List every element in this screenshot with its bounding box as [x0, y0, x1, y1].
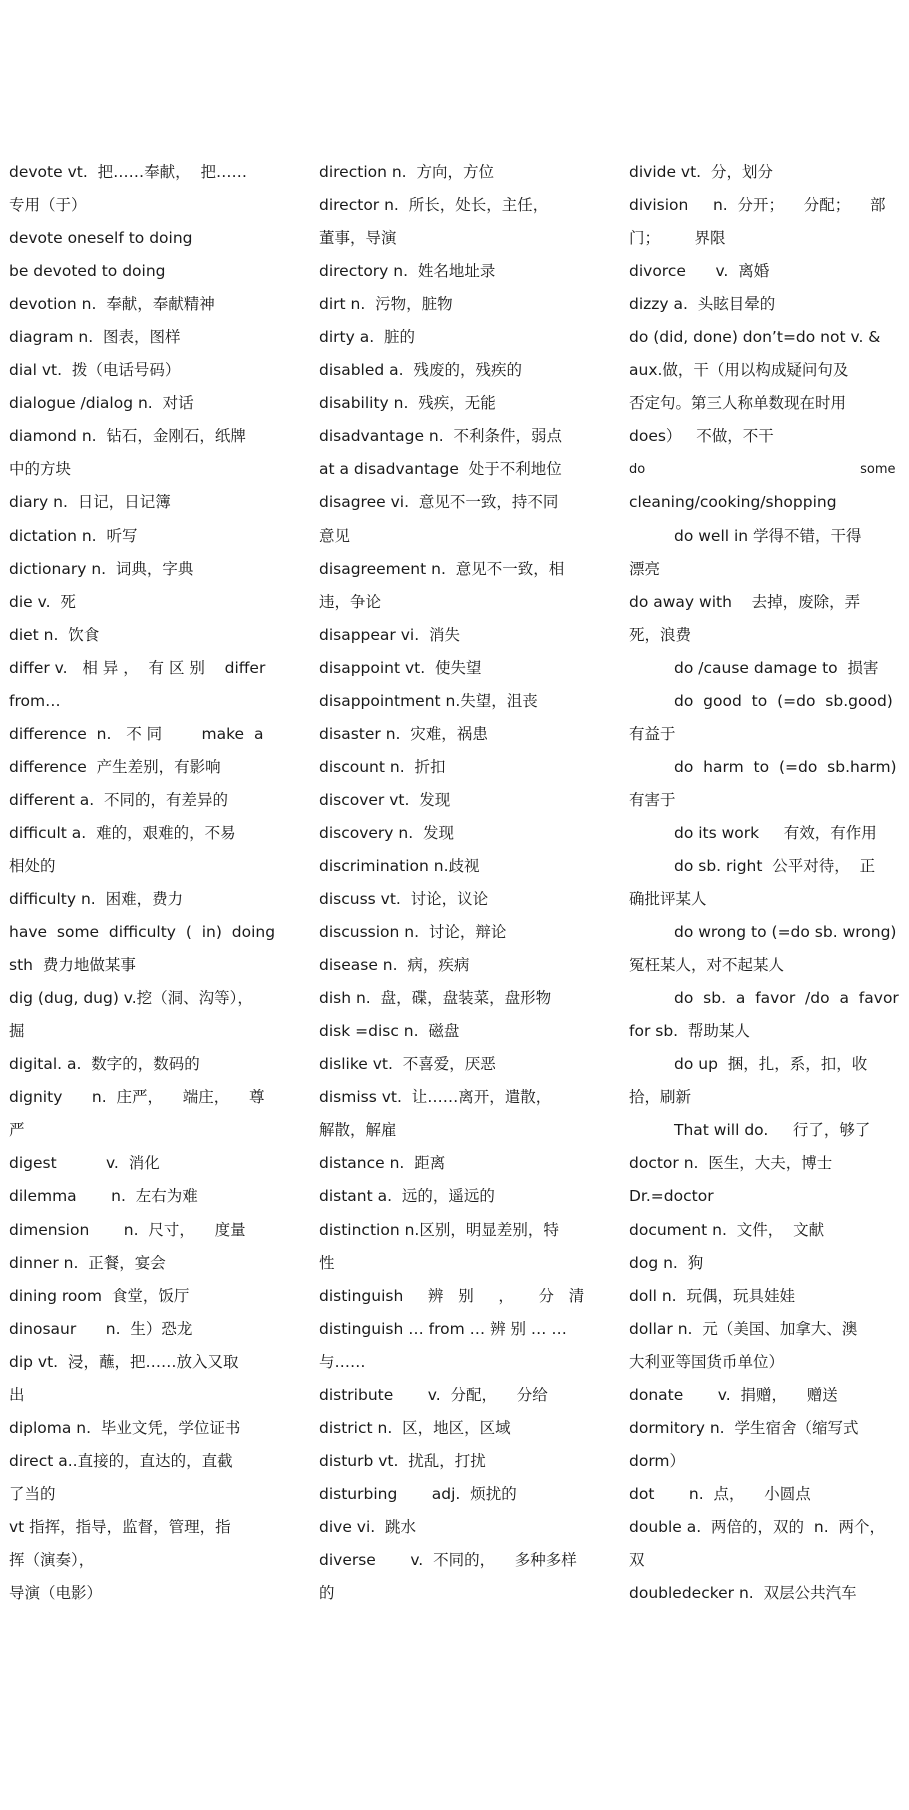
vocab-line: 专用（于） — [9, 196, 87, 215]
vocab-line: dining room 食堂，饭厅 — [9, 1286, 190, 1305]
vocab-line: 相处的 — [9, 856, 56, 875]
vocab-line: 门； 界限 — [629, 229, 726, 248]
vocab-line: doctor n. 医生，大夫，博士 — [629, 1154, 833, 1173]
vocab-line: 死，浪费 — [629, 625, 692, 644]
vocab-line: for sb. 帮助某人 — [629, 1022, 750, 1041]
vocab-line: do harm to (=do sb.harm) — [674, 757, 897, 776]
vocab-line: document n. 文件， 文献 — [629, 1220, 825, 1239]
vocab-line: diet n. 饮食 — [9, 625, 100, 644]
vocab-line: dictionary n. 词典，字典 — [9, 559, 194, 578]
vocab-line: disagreement n. 意见不一致，相 — [319, 559, 565, 578]
vocab-line: do good to (=do sb.good) — [674, 691, 893, 710]
vocab-line: differ v. 相 异 ， 有 区 别 differ — [9, 658, 266, 677]
vocab-line: do /cause damage to 损害 — [674, 658, 879, 677]
vocab-line: 的 — [319, 1584, 335, 1603]
vocab-line: 冤枉某人，对不起某人 — [629, 956, 785, 975]
vocab-line: double a. 两倍的，双的 n. 两个， — [629, 1517, 885, 1536]
vocab-line: disease n. 病，疾病 — [319, 956, 470, 975]
vocab-line: discuss vt. 讨论，议论 — [319, 890, 489, 909]
vocab-line: at a disadvantage 处于不利地位 — [319, 460, 562, 479]
vocab-line: do well in 学得不错，干得 — [674, 526, 862, 545]
vocab-line: disappear vi. 消失 — [319, 625, 460, 644]
vocab-line: 导演（电影） — [9, 1584, 103, 1603]
vocab-line: do some — [629, 462, 896, 478]
vocab-line: discovery n. 发现 — [319, 823, 455, 842]
vocab-line: division n. 分开； 分配； 部 — [629, 196, 886, 215]
vocab-line: disturb vt. 扰乱，打扰 — [319, 1451, 486, 1470]
vocab-line: donate v. 捐赠， 赠送 — [629, 1385, 838, 1404]
vocab-line: dialogue /dialog n. 对话 — [9, 394, 194, 413]
vocab-line: diamond n. 钻石，金刚石，纸牌 — [9, 427, 246, 446]
vocab-line: 与…… — [319, 1352, 366, 1371]
vocab-line: distance n. 距离 — [319, 1154, 446, 1173]
vocab-line: distant a. 远的，遥远的 — [319, 1187, 495, 1206]
vocab-line: dictation n. 听写 — [9, 526, 138, 545]
vocab-line: dive vi. 跳水 — [319, 1517, 417, 1536]
vocab-line: 有害于 — [629, 790, 676, 809]
vocab-line: digest v. 消化 — [9, 1154, 160, 1173]
vocab-line: dollar n. 元（美国、加拿大、澳 — [629, 1319, 858, 1338]
vocab-line: disagree vi. 意见不一致，持不同 — [319, 493, 559, 512]
vocab-line: disadvantage n. 不利条件，弱点 — [319, 427, 563, 446]
vocab-line: 中的方块 — [9, 460, 72, 479]
vocab-line: dig (dug, dug) v.挖（洞、沟等）， — [9, 989, 253, 1008]
vocab-line: 意见 — [319, 526, 351, 545]
vocab-line: disappointment n.失望，沮丧 — [319, 691, 538, 710]
vocab-line: doubledecker n. 双层公共汽车 — [629, 1584, 857, 1603]
vocab-line: difference 产生差别，有影响 — [9, 757, 221, 776]
vocab-line: dizzy a. 头眩目晕的 — [629, 295, 776, 314]
vocab-line: have some difficulty ( in) doing — [9, 923, 276, 942]
vocab-line: diverse v. 不同的， 多种多样 — [319, 1550, 577, 1569]
vocab-line: disappoint vt. 使失望 — [319, 658, 482, 677]
vocab-line: dip vt. 浸，蘸，把……放入又取 — [9, 1352, 239, 1371]
vocab-line: distinguish … from … 辨 别 … … — [319, 1319, 567, 1338]
vocab-line: That will do. 行了，够了 — [674, 1121, 871, 1140]
vocab-line: 严 — [9, 1121, 25, 1140]
vocab-line: cleaning/cooking/shopping — [629, 493, 837, 512]
vocab-line: be devoted to doing — [9, 262, 166, 281]
vocab-line: discover vt. 发现 — [319, 790, 451, 809]
vocab-line: 违，争论 — [319, 592, 382, 611]
vocab-line: dinosaur n. 生）恐龙 — [9, 1319, 193, 1338]
vocab-line: dislike vt. 不喜爱，厌恶 — [319, 1055, 496, 1074]
vocab-line: discrimination n.歧视 — [319, 856, 480, 875]
vocab-line: different a. 不同的，有差异的 — [9, 790, 229, 809]
vocab-line: disability n. 残疾，无能 — [319, 394, 496, 413]
vocab-line: dinner n. 正餐，宴会 — [9, 1253, 166, 1272]
vocab-line: do (did, done) don’t=do not v. & — [629, 328, 881, 347]
vocab-line: 漂亮 — [629, 559, 661, 578]
vocab-line: die v. 死 — [9, 592, 76, 611]
vocab-line: do up 捆，扎，系，扣，收 — [674, 1055, 868, 1074]
vocab-line: discount n. 折扣 — [319, 757, 446, 776]
vocab-line: dish n. 盘，碟，盘装菜，盘形物 — [319, 989, 552, 1008]
vocab-line: difficulty n. 困难，费力 — [9, 890, 184, 909]
vocab-line: 掘 — [9, 1022, 25, 1041]
vocab-line: distinction n.区别，明显差别，特 — [319, 1220, 559, 1239]
vocab-line: 性 — [319, 1253, 335, 1272]
vocab-line: dot n. 点， 小圆点 — [629, 1484, 811, 1503]
vocab-line: dismiss vt. 让……离开，遣散， — [319, 1088, 552, 1107]
vocab-line: dimension n. 尺寸， 度量 — [9, 1220, 246, 1239]
vocab-line: divorce v. 离婚 — [629, 262, 770, 281]
vocab-line: digital. a. 数字的，数码的 — [9, 1055, 200, 1074]
vocab-line: distribute v. 分配， 分给 — [319, 1385, 548, 1404]
vocabulary-column-2 — [319, 156, 587, 1610]
vocab-line: difficult a. 难的，艰难的，不易 — [9, 823, 236, 842]
vocab-line: dorm） — [629, 1451, 686, 1470]
vocab-line: dignity n. 庄严， 端庄， 尊 — [9, 1088, 265, 1107]
vocab-line: doll n. 玩偶，玩具娃娃 — [629, 1286, 795, 1305]
vocab-line: difference n. 不 同 make a — [9, 724, 264, 743]
vocab-line: devotion n. 奉献，奉献精神 — [9, 295, 215, 314]
vocab-line: do sb. right 公平对待， 正 — [674, 856, 876, 875]
vocab-line: devote vt. 把……奉献， 把…… — [9, 163, 247, 181]
vocab-line: direction n. 方向，方位 — [319, 163, 494, 181]
vocab-line: disk =disc n. 磁盘 — [319, 1022, 460, 1041]
vocab-line: dirt n. 污物，脏物 — [319, 295, 453, 314]
vocab-line: devote oneself to doing — [9, 229, 193, 248]
vocabulary-column-1 — [9, 156, 277, 1610]
vocab-line: disabled a. 残废的，残疾的 — [319, 361, 522, 380]
vocab-line: dilemma n. 左右为难 — [9, 1187, 198, 1206]
vocab-line: disaster n. 灾难，祸患 — [319, 724, 488, 743]
vocab-line: do its work 有效，有作用 — [674, 823, 877, 842]
vocab-line: 拾，刷新 — [629, 1088, 692, 1107]
vocab-line: 大利亚等国货币单位） — [629, 1352, 785, 1371]
vocab-line: do away with 去掉，废除，弄 — [629, 592, 861, 611]
vocab-line: disturbing adj. 烦扰的 — [319, 1484, 517, 1503]
vocab-line: dirty a. 脏的 — [319, 328, 415, 347]
vocab-line: 解散，解雇 — [319, 1121, 397, 1140]
vocab-line: from… — [9, 691, 61, 710]
vocab-line: direct a..直接的，直达的，直截 — [9, 1451, 233, 1470]
vocab-line: diary n. 日记，日记簿 — [9, 493, 171, 512]
vocab-line: 了当的 — [9, 1484, 56, 1503]
vocabulary-column-3 — [629, 156, 899, 1610]
vocab-line: divide vt. 分，划分 — [629, 163, 773, 181]
vocab-line: 挥（演奏）， — [9, 1550, 95, 1569]
vocab-line: 双 — [629, 1550, 645, 1569]
vocab-line: director n. 所长，处长，主任， — [319, 196, 549, 215]
vocab-line: directory n. 姓名地址录 — [319, 262, 496, 281]
vocab-line: 否定句。第三人称单数现在时用 — [629, 394, 847, 413]
vocab-line: diagram n. 图表，图样 — [9, 328, 181, 347]
vocab-line: dormitory n. 学生宿舍（缩写式 — [629, 1418, 859, 1437]
vocab-line: dial vt. 拨（电话号码） — [9, 361, 181, 380]
vocab-line: Dr.=doctor — [629, 1187, 714, 1206]
vocab-line: district n. 区，地区，区域 — [319, 1418, 511, 1437]
vocab-line: 出 — [9, 1385, 25, 1404]
vocab-line: aux.做，干（用以构成疑问句及 — [629, 361, 849, 380]
vocab-line: 董事，导演 — [319, 229, 397, 248]
vocab-line: diploma n. 毕业文凭，学位证书 — [9, 1418, 241, 1437]
vocab-line: 有益于 — [629, 724, 676, 743]
vocab-line: 确批评某人 — [629, 890, 707, 909]
vocab-line: does） 不做，不干 — [629, 427, 774, 446]
vocab-line: vt 指挥，指导，监督，管理，指 — [9, 1517, 231, 1536]
vocab-line: distinguish 辨 别 ， 分 清 — [319, 1286, 585, 1305]
vocab-line: sth 费力地做某事 — [9, 956, 136, 975]
vocab-line: do wrong to (=do sb. wrong) — [674, 923, 897, 942]
vocab-line: do sb. a favor /do a favor — [674, 989, 899, 1008]
vocab-line: discussion n. 讨论，辩论 — [319, 923, 507, 942]
vocab-line: dog n. 狗 — [629, 1253, 704, 1272]
